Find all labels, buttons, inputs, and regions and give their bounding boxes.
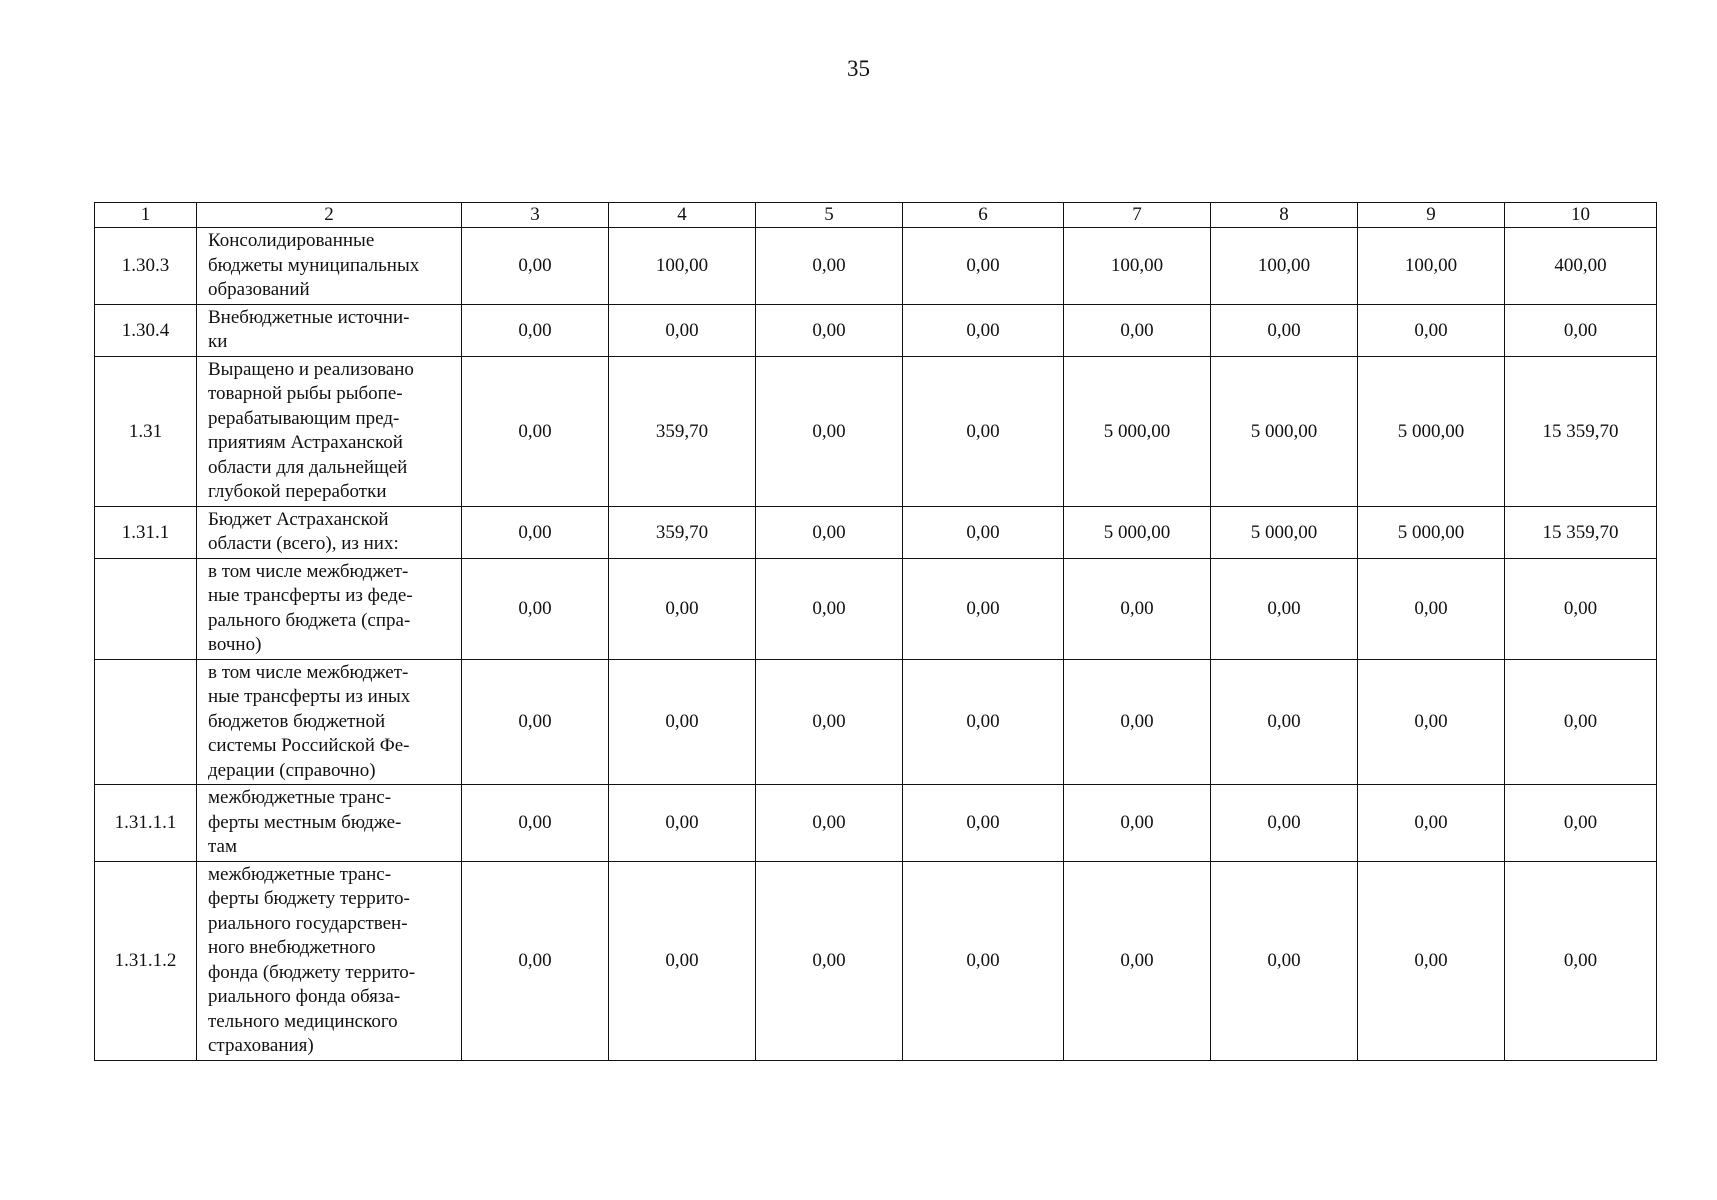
value-cell-col-3: 0,00 — [462, 785, 609, 862]
header-cell: 2 — [197, 203, 462, 228]
value-cell-col-5: 0,00 — [756, 356, 903, 506]
value-cell-col-4: 0,00 — [609, 785, 756, 862]
value-cell-col-9: 5 000,00 — [1358, 506, 1505, 558]
header-cell: 9 — [1358, 203, 1505, 228]
description-line: Бюджет Астраханской — [208, 508, 389, 530]
value-cell-col-10: 0,00 — [1505, 861, 1657, 1060]
value-cell-col-8: 0,00 — [1211, 861, 1358, 1060]
value-cell-col-10: 400,00 — [1505, 228, 1657, 305]
value-cell-col-6: 0,00 — [903, 228, 1064, 305]
description-line: рерабатывающим пред- — [208, 407, 400, 429]
value-cell-col-3: 0,00 — [462, 356, 609, 506]
value-cell-col-8: 100,00 — [1211, 228, 1358, 305]
description-line: фонда (бюджету террито- — [208, 961, 416, 983]
description-line: дерации (справочно) — [208, 759, 376, 781]
description-line: приятиям Астраханской — [208, 432, 403, 453]
description-line: ки — [208, 331, 228, 352]
value-cell-col-8: 0,00 — [1211, 558, 1358, 659]
description-line: ные трансферты из иных — [208, 686, 411, 707]
description-line: ного внебюджетного — [208, 937, 376, 958]
row-code-cell: 1.30.4 — [95, 304, 197, 356]
header-cell: 4 — [609, 203, 756, 228]
header-cell: 8 — [1211, 203, 1358, 228]
value-cell-col-8: 0,00 — [1211, 304, 1358, 356]
description-line: Консолидированные — [208, 230, 375, 251]
value-cell-col-9: 0,00 — [1358, 659, 1505, 785]
value-cell-col-7: 0,00 — [1064, 659, 1211, 785]
header-row — [95, 203, 1657, 228]
value-cell-col-9: 0,00 — [1358, 861, 1505, 1060]
value-cell-col-5: 0,00 — [756, 228, 903, 305]
value-cell-col-3: 0,00 — [462, 861, 609, 1060]
value-cell-col-5: 0,00 — [756, 659, 903, 785]
value-cell-col-10: 0,00 — [1505, 558, 1657, 659]
value-cell-col-9: 5 000,00 — [1358, 356, 1505, 506]
value-cell-col-9: 0,00 — [1358, 558, 1505, 659]
description-line: глубокой переработки — [208, 481, 387, 502]
row-code-cell: 1.31.1 — [95, 506, 197, 558]
value-cell-col-8: 5 000,00 — [1211, 356, 1358, 506]
description-line: межбюджетные транс- — [208, 863, 392, 885]
value-cell-col-7: 0,00 — [1064, 304, 1211, 356]
description-line: Выращено и реализовано — [208, 358, 414, 380]
description-line: там — [208, 836, 237, 857]
row-description-cell — [197, 228, 462, 305]
description-line: области (всего), из них: — [208, 533, 399, 554]
row-description-cell — [197, 356, 462, 506]
row-code-cell — [95, 558, 197, 659]
budget-table — [94, 202, 1657, 1061]
value-cell-col-9: 100,00 — [1358, 228, 1505, 305]
table-row — [95, 861, 1657, 1060]
table-row — [95, 785, 1657, 862]
table-row — [95, 506, 1657, 558]
value-cell-col-10: 15 359,70 — [1505, 356, 1657, 506]
value-cell-col-4: 0,00 — [609, 659, 756, 785]
value-cell-col-8: 0,00 — [1211, 659, 1358, 785]
row-description-cell — [197, 558, 462, 659]
value-cell-col-6: 0,00 — [903, 304, 1064, 356]
value-cell-col-6: 0,00 — [903, 785, 1064, 862]
value-cell-col-7: 0,00 — [1064, 785, 1211, 862]
value-cell-col-10: 0,00 — [1505, 659, 1657, 785]
value-cell-col-5: 0,00 — [756, 304, 903, 356]
value-cell-col-3: 0,00 — [462, 304, 609, 356]
description-line: вочно) — [208, 634, 262, 655]
row-code-cell — [95, 659, 197, 785]
row-code-cell: 1.31.1.2 — [95, 861, 197, 1060]
value-cell-col-7: 5 000,00 — [1064, 506, 1211, 558]
header-cell: 6 — [903, 203, 1064, 228]
table-row — [95, 304, 1657, 356]
value-cell-col-4: 100,00 — [609, 228, 756, 305]
description-line: в том числе межбюджет- — [208, 661, 409, 683]
description-line: межбюджетные транс- — [208, 787, 392, 808]
value-cell-col-10: 0,00 — [1505, 785, 1657, 862]
value-cell-col-5: 0,00 — [756, 558, 903, 659]
value-cell-col-3: 0,00 — [462, 659, 609, 785]
description-line: бюджетов бюджетной — [208, 710, 386, 732]
value-cell-col-5: 0,00 — [756, 861, 903, 1060]
value-cell-col-4: 0,00 — [609, 304, 756, 356]
description-line: образований — [208, 279, 310, 300]
header-cell: 1 — [95, 203, 197, 228]
description-line: ные трансферты из феде- — [208, 585, 413, 606]
description-line: ферты бюджету террито- — [208, 888, 410, 909]
description-line: рального бюджета (спра- — [208, 609, 411, 631]
value-cell-col-3: 0,00 — [462, 228, 609, 305]
header-cell: 10 — [1505, 203, 1657, 228]
value-cell-col-9: 0,00 — [1358, 785, 1505, 862]
value-cell-col-7: 5 000,00 — [1064, 356, 1211, 506]
description-line: бюджеты муниципальных — [208, 254, 420, 276]
value-cell-col-9: 0,00 — [1358, 304, 1505, 356]
value-cell-col-6: 0,00 — [903, 659, 1064, 785]
value-cell-col-4: 359,70 — [609, 356, 756, 506]
value-cell-col-8: 5 000,00 — [1211, 506, 1358, 558]
page-number: 35 — [847, 56, 870, 81]
value-cell-col-8: 0,00 — [1211, 785, 1358, 862]
table-row — [95, 558, 1657, 659]
description-line: риального государствен- — [208, 912, 408, 934]
header-cell: 5 — [756, 203, 903, 228]
description-line: системы Российской Фе- — [208, 735, 410, 756]
description-line: Внебюджетные источни- — [208, 306, 410, 328]
value-cell-col-4: 0,00 — [609, 558, 756, 659]
table-row — [95, 356, 1657, 506]
row-code-cell: 1.30.3 — [95, 228, 197, 305]
table-row — [95, 659, 1657, 785]
description-line: риального фонда обяза- — [208, 986, 401, 1007]
header-cell: 7 — [1064, 203, 1211, 228]
value-cell-col-5: 0,00 — [756, 785, 903, 862]
value-cell-col-6: 0,00 — [903, 506, 1064, 558]
value-cell-col-3: 0,00 — [462, 558, 609, 659]
value-cell-col-6: 0,00 — [903, 558, 1064, 659]
description-line: области для дальнейщей — [208, 456, 408, 478]
table-row — [95, 228, 1657, 305]
row-description-cell — [197, 659, 462, 785]
value-cell-col-6: 0,00 — [903, 861, 1064, 1060]
row-description-cell — [197, 506, 462, 558]
value-cell-col-3: 0,00 — [462, 506, 609, 558]
row-description-cell — [197, 304, 462, 356]
value-cell-col-7: 0,00 — [1064, 861, 1211, 1060]
value-cell-col-10: 0,00 — [1505, 304, 1657, 356]
description-line: в том числе межбюджет- — [208, 560, 409, 582]
description-line: страхования) — [208, 1035, 314, 1056]
value-cell-col-6: 0,00 — [903, 356, 1064, 506]
row-description-cell — [197, 861, 462, 1060]
header-cell: 3 — [462, 203, 609, 228]
table-body — [95, 228, 1657, 1061]
row-code-cell: 1.31 — [95, 356, 197, 506]
value-cell-col-10: 15 359,70 — [1505, 506, 1657, 558]
value-cell-col-7: 100,00 — [1064, 228, 1211, 305]
row-description-cell — [197, 785, 462, 862]
value-cell-col-4: 0,00 — [609, 861, 756, 1060]
description-line: тельного медицинского — [208, 1010, 398, 1032]
description-line: товарной рыбы рыбопе- — [208, 383, 403, 404]
row-code-cell: 1.31.1.1 — [95, 785, 197, 862]
value-cell-col-5: 0,00 — [756, 506, 903, 558]
value-cell-col-7: 0,00 — [1064, 558, 1211, 659]
value-cell-col-4: 359,70 — [609, 506, 756, 558]
description-line: ферты местным бюдже- — [208, 811, 402, 833]
